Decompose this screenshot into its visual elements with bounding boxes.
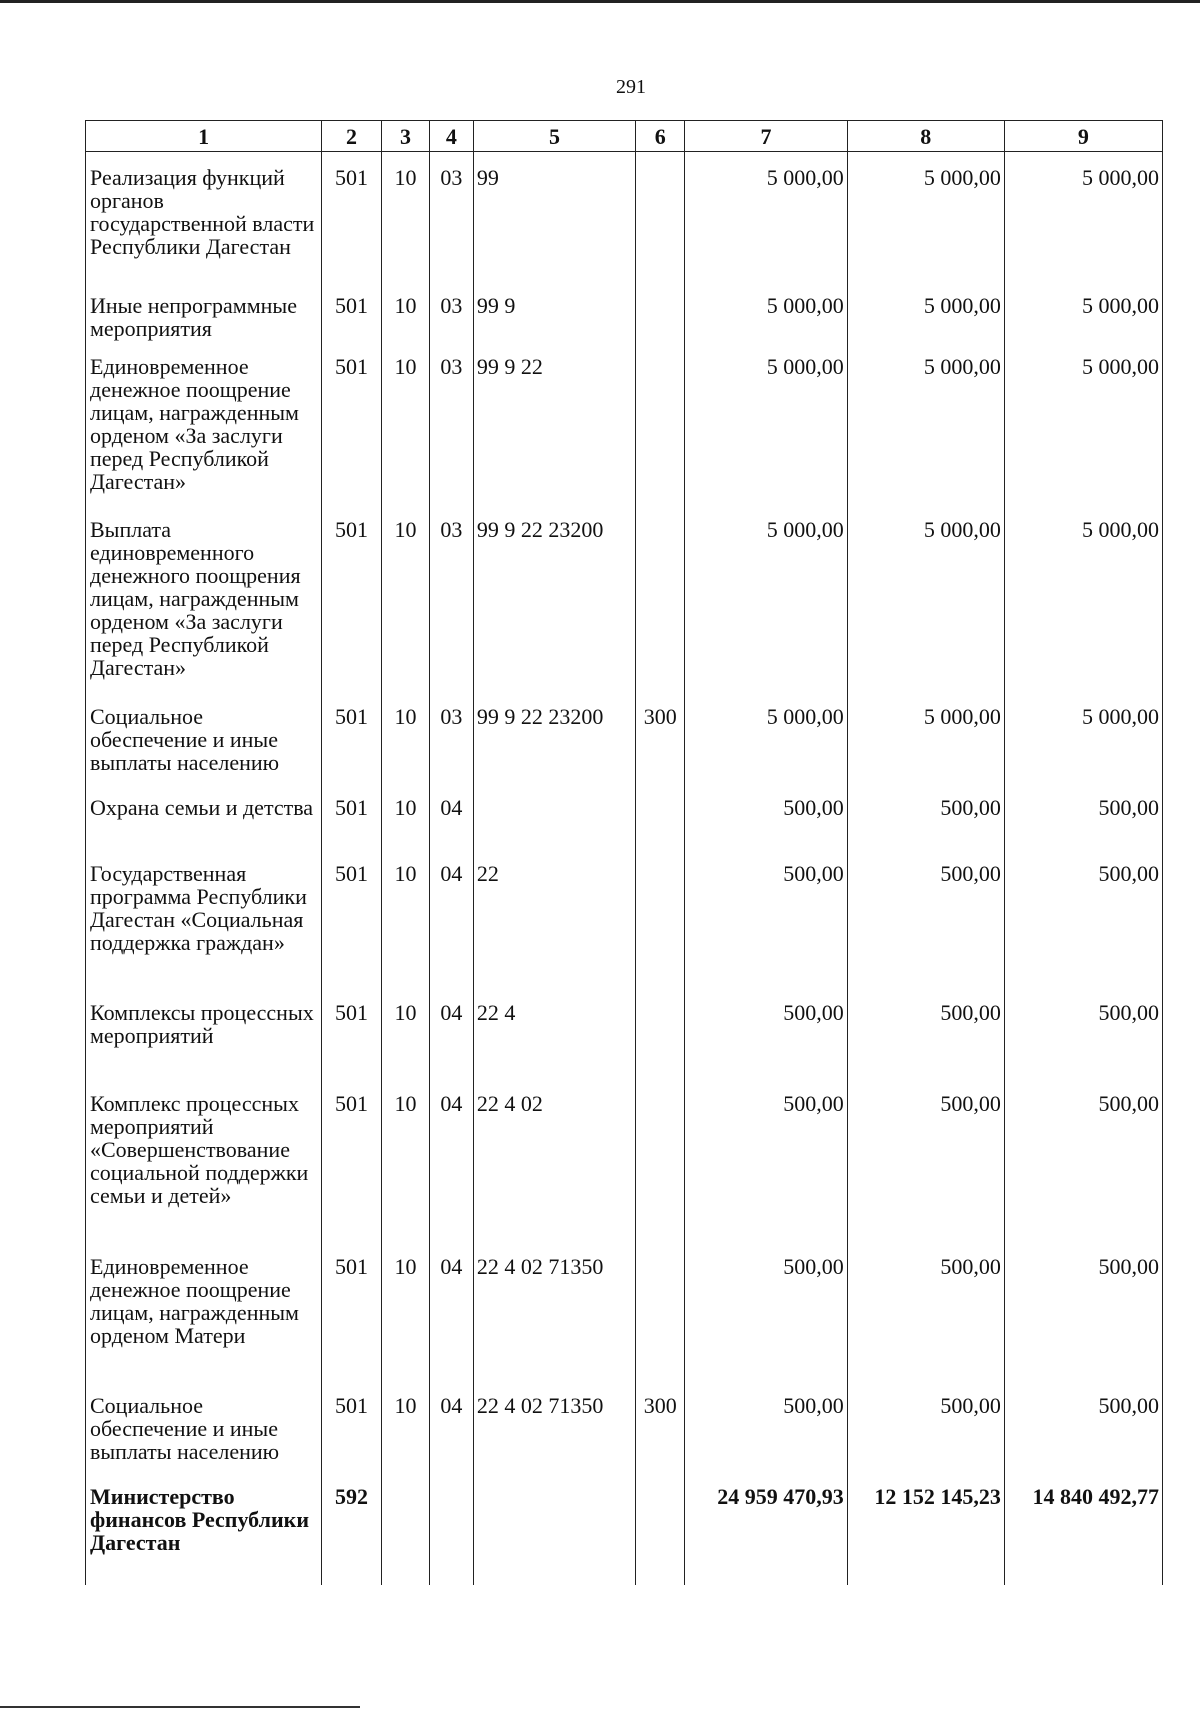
cell-admin-code: 592 — [322, 1471, 382, 1585]
cell-subsection — [430, 1471, 474, 1585]
cell-subsection: 04 — [430, 848, 474, 987]
cell-section: 10 — [381, 987, 429, 1078]
header-col-3: 3 — [381, 121, 429, 152]
page-number: 291 — [616, 76, 646, 98]
row-name: Иные непрограммные мероприятия — [86, 280, 322, 341]
cell-target-article — [473, 1471, 635, 1585]
header-col-9: 9 — [1004, 121, 1162, 152]
cell-subsection: 03 — [430, 504, 474, 691]
cell-amount-col8: 5 000,00 — [847, 691, 1004, 782]
cell-admin-code: 501 — [322, 848, 382, 987]
cell-expense-type: 300 — [636, 691, 685, 782]
cell-amount-col7: 5 000,00 — [685, 280, 847, 341]
cell-target-article: 22 4 02 71350 — [473, 1380, 635, 1471]
cell-subsection: 04 — [430, 1241, 474, 1380]
row-name: Выплата единовременного денежного поощрения лицам, награжденным орденом «За заслуги перед Республикой Дагестан» — [86, 504, 322, 691]
scan-edge-top — [0, 0, 1200, 3]
cell-target-article: 22 4 — [473, 987, 635, 1078]
row-name: Единовременное денежное поощрение лицам, награжденным орденом Матери — [86, 1241, 322, 1380]
cell-expense-type — [636, 504, 685, 691]
cell-target-article: 22 4 02 — [473, 1078, 635, 1241]
cell-amount-col9: 5 000,00 — [1004, 504, 1162, 691]
budget-table — [85, 120, 1163, 1585]
row-name: Охрана семьи и детства — [86, 782, 322, 848]
cell-admin-code: 501 — [322, 504, 382, 691]
cell-amount-col9: 5 000,00 — [1004, 152, 1162, 280]
cell-expense-type — [636, 280, 685, 341]
cell-target-article: 22 4 02 71350 — [473, 1241, 635, 1380]
table-row — [86, 1078, 1163, 1241]
cell-target-article: 99 9 22 — [473, 341, 635, 504]
cell-target-article: 22 — [473, 848, 635, 987]
row-name: Министерство финансов Республики Дагестан — [86, 1471, 322, 1585]
table-row — [86, 1241, 1163, 1380]
row-name: Социальное обеспечение и иные выплаты населению — [86, 1380, 322, 1471]
cell-subsection: 03 — [430, 691, 474, 782]
cell-amount-col9: 5 000,00 — [1004, 691, 1162, 782]
cell-amount-col9: 500,00 — [1004, 848, 1162, 987]
table-row — [86, 987, 1163, 1078]
cell-subsection: 04 — [430, 987, 474, 1078]
cell-expense-type — [636, 1241, 685, 1380]
cell-amount-col7: 500,00 — [685, 987, 847, 1078]
cell-amount-col9: 5 000,00 — [1004, 280, 1162, 341]
row-name: Реализация функций органов государственной власти Республики Дагестан — [86, 152, 322, 280]
cell-amount-col7: 500,00 — [685, 1078, 847, 1241]
cell-section: 10 — [381, 341, 429, 504]
scan-edge-bottom — [0, 1706, 360, 1708]
cell-amount-col7: 5 000,00 — [685, 152, 847, 280]
cell-amount-col8: 500,00 — [847, 1078, 1004, 1241]
header-col-5: 5 — [473, 121, 635, 152]
cell-amount-col7: 5 000,00 — [685, 691, 847, 782]
cell-amount-col9: 500,00 — [1004, 987, 1162, 1078]
cell-subsection: 04 — [430, 782, 474, 848]
cell-expense-type — [636, 782, 685, 848]
cell-expense-type — [636, 1078, 685, 1241]
row-name: Комплексы процессных мероприятий — [86, 987, 322, 1078]
cell-amount-col9: 5 000,00 — [1004, 341, 1162, 504]
cell-target-article — [473, 782, 635, 848]
cell-amount-col8: 5 000,00 — [847, 504, 1004, 691]
cell-amount-col8: 5 000,00 — [847, 341, 1004, 504]
header-col-1: 1 — [86, 121, 322, 152]
row-name: Единовременное денежное поощрение лицам, награжденным орденом «За заслуги перед Республикой Дагестан» — [86, 341, 322, 504]
cell-amount-col7: 500,00 — [685, 782, 847, 848]
table-row — [86, 782, 1163, 848]
cell-amount-col9: 500,00 — [1004, 1241, 1162, 1380]
cell-section: 10 — [381, 691, 429, 782]
cell-subsection: 04 — [430, 1380, 474, 1471]
cell-admin-code: 501 — [322, 341, 382, 504]
table-body — [86, 152, 1163, 1585]
cell-amount-col7: 500,00 — [685, 848, 847, 987]
header-col-8: 8 — [847, 121, 1004, 152]
cell-amount-col7: 5 000,00 — [685, 504, 847, 691]
cell-admin-code: 501 — [322, 987, 382, 1078]
cell-subsection: 03 — [430, 280, 474, 341]
cell-amount-col9: 500,00 — [1004, 1380, 1162, 1471]
cell-amount-col8: 500,00 — [847, 782, 1004, 848]
table-row — [86, 691, 1163, 782]
cell-amount-col7: 24 959 470,93 — [685, 1471, 847, 1585]
header-row — [86, 121, 1163, 152]
cell-amount-col8: 500,00 — [847, 1380, 1004, 1471]
cell-expense-type — [636, 848, 685, 987]
cell-section: 10 — [381, 782, 429, 848]
cell-amount-col8: 500,00 — [847, 848, 1004, 987]
cell-section — [381, 1471, 429, 1585]
cell-amount-col7: 500,00 — [685, 1380, 847, 1471]
cell-expense-type — [636, 152, 685, 280]
table-row — [86, 848, 1163, 987]
cell-amount-col8: 5 000,00 — [847, 152, 1004, 280]
cell-target-article: 99 — [473, 152, 635, 280]
cell-amount-col9: 14 840 492,77 — [1004, 1471, 1162, 1585]
table-row — [86, 341, 1163, 504]
cell-amount-col7: 500,00 — [685, 1241, 847, 1380]
cell-section: 10 — [381, 504, 429, 691]
table-row — [86, 1380, 1163, 1471]
cell-target-article: 99 9 — [473, 280, 635, 341]
header-col-4: 4 — [430, 121, 474, 152]
cell-admin-code: 501 — [322, 691, 382, 782]
cell-section: 10 — [381, 1380, 429, 1471]
cell-admin-code: 501 — [322, 1380, 382, 1471]
row-name: Комплекс процессных мероприятий «Совершенствование социальной поддержки семьи и детей» — [86, 1078, 322, 1241]
cell-subsection: 04 — [430, 1078, 474, 1241]
cell-amount-col8: 500,00 — [847, 1241, 1004, 1380]
cell-admin-code: 501 — [322, 280, 382, 341]
cell-admin-code: 501 — [322, 782, 382, 848]
cell-section: 10 — [381, 152, 429, 280]
row-name: Социальное обеспечение и иные выплаты населению — [86, 691, 322, 782]
cell-target-article: 99 9 22 23200 — [473, 504, 635, 691]
header-col-6: 6 — [636, 121, 685, 152]
cell-admin-code: 501 — [322, 1078, 382, 1241]
cell-admin-code: 501 — [322, 152, 382, 280]
cell-amount-col9: 500,00 — [1004, 1078, 1162, 1241]
cell-expense-type — [636, 987, 685, 1078]
cell-subsection: 03 — [430, 341, 474, 504]
table-header — [86, 121, 1163, 152]
cell-section: 10 — [381, 280, 429, 341]
row-name: Государственная программа Республики Дагестан «Социальная поддержка граждан» — [86, 848, 322, 987]
table-row — [86, 504, 1163, 691]
header-col-2: 2 — [322, 121, 382, 152]
cell-expense-type: 300 — [636, 1380, 685, 1471]
cell-amount-col8: 12 152 145,23 — [847, 1471, 1004, 1585]
table-row — [86, 152, 1163, 280]
table-row-total — [86, 1471, 1163, 1585]
cell-amount-col9: 500,00 — [1004, 782, 1162, 848]
cell-section: 10 — [381, 1241, 429, 1380]
header-col-7: 7 — [685, 121, 847, 152]
cell-expense-type — [636, 341, 685, 504]
cell-admin-code: 501 — [322, 1241, 382, 1380]
cell-amount-col8: 500,00 — [847, 987, 1004, 1078]
cell-expense-type — [636, 1471, 685, 1585]
cell-amount-col7: 5 000,00 — [685, 341, 847, 504]
cell-target-article: 99 9 22 23200 — [473, 691, 635, 782]
cell-amount-col8: 5 000,00 — [847, 280, 1004, 341]
table-row — [86, 280, 1163, 341]
budget-table-container — [85, 120, 1163, 1585]
cell-section: 10 — [381, 1078, 429, 1241]
cell-subsection: 03 — [430, 152, 474, 280]
cell-section: 10 — [381, 848, 429, 987]
